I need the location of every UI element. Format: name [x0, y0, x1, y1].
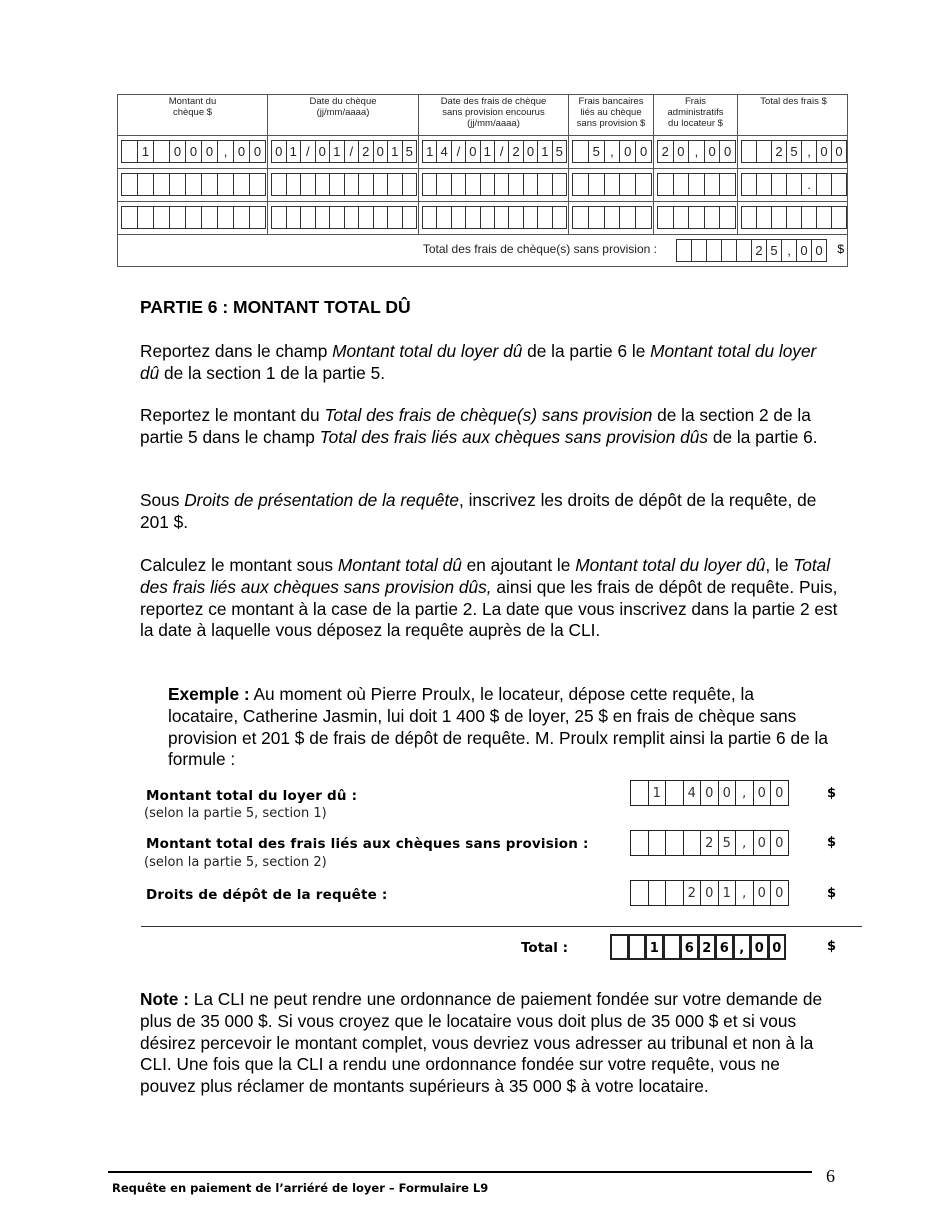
digit-box — [771, 173, 787, 196]
digit-box — [300, 206, 316, 229]
table-cell — [654, 168, 738, 201]
digit-box: 0 — [315, 140, 331, 163]
digit-box — [373, 206, 389, 229]
digit-box — [741, 173, 757, 196]
digit-box — [704, 206, 721, 229]
nsf-total-boxes — [630, 830, 788, 856]
digit-box — [185, 206, 202, 229]
digit-box — [771, 206, 787, 229]
digit-box — [801, 206, 817, 229]
digit-box — [201, 173, 218, 196]
digit-box — [719, 173, 736, 196]
digit-box — [402, 173, 418, 196]
digit-box — [523, 173, 538, 196]
digit-box: 0 — [673, 140, 690, 163]
table-cell — [268, 201, 419, 234]
table-cell — [118, 201, 268, 234]
digit-box — [665, 880, 684, 906]
digit-box — [741, 140, 757, 163]
header-admin-fees: Frais administratifs du locateur $ — [654, 95, 738, 135]
digit-box: , — [217, 140, 234, 163]
digit-box — [169, 206, 186, 229]
table-cell — [118, 168, 268, 201]
digit-box — [619, 206, 636, 229]
digit-box — [358, 206, 374, 229]
digit-box — [121, 173, 138, 196]
section-title: PARTIE 6 : MONTANT TOTAL DÛ — [140, 297, 411, 317]
digit-box: 0 — [271, 140, 287, 163]
grand-total-currency: $ — [827, 939, 837, 954]
digit-box — [271, 173, 287, 196]
digit-box: 0 — [233, 140, 250, 163]
digit-box — [630, 780, 649, 806]
digit-box — [480, 173, 495, 196]
header-total-fees: Total des frais $ — [760, 96, 827, 107]
digit-box — [451, 206, 466, 229]
digit-box: 0 — [185, 140, 202, 163]
digit-box — [665, 780, 684, 806]
digit-box — [663, 934, 682, 960]
digit-box — [422, 173, 437, 196]
digit-box — [201, 206, 218, 229]
digit-box: 5 — [786, 140, 802, 163]
fee-currency: $ — [827, 886, 837, 901]
digit-box — [185, 173, 202, 196]
digit-box — [217, 173, 234, 196]
digit-box — [572, 173, 589, 196]
page-number: 6 — [826, 1166, 835, 1186]
digit-box — [121, 206, 138, 229]
digit-box — [706, 239, 722, 262]
nsf-cheque-table — [117, 94, 848, 267]
digit-box — [315, 173, 331, 196]
digit-box: 0 — [373, 140, 389, 163]
digit-box: 0 — [753, 830, 772, 856]
digit-box: 1 — [137, 140, 154, 163]
digit-box — [831, 173, 847, 196]
digit-box — [451, 173, 466, 196]
digit-box — [387, 206, 403, 229]
table-cell — [569, 135, 654, 168]
table-total-boxes — [676, 239, 826, 262]
digit-box — [648, 880, 667, 906]
digit-box — [169, 173, 186, 196]
table-row — [118, 201, 847, 235]
table-total-currency: $ — [837, 242, 844, 256]
digit-box: 5 — [718, 830, 737, 856]
paragraph-rent-report: Reportez dans le champ Montant total du loyer dû de la partie 6 le Montant total du loyer dû de la section 1 de la partie 5. — [140, 341, 817, 383]
digit-box — [436, 206, 451, 229]
digit-box — [673, 173, 690, 196]
table-row — [118, 135, 847, 169]
digit-box: 0 — [619, 140, 636, 163]
digit-box — [153, 173, 170, 196]
digit-box: 1 — [480, 140, 495, 163]
digit-box — [816, 173, 832, 196]
digit-box — [786, 206, 802, 229]
digit-box — [628, 934, 647, 960]
table-cell — [738, 168, 849, 201]
digit-box — [508, 206, 523, 229]
nsf-currency: $ — [827, 835, 837, 850]
digit-box — [816, 206, 832, 229]
paragraph-total-calc: Calculez le montant sous Montant total dû en ajoutant le Montant total du loyer dû, le Total des frais liés aux chèques sans provision dûs, ainsi que les frais de dépôt de requête. Puis, reportez ce montant à la case de la partie 2. La date que vous inscrivez dans la partie 2 est la date à laquelle vous déposez la requête auprès de la CLI. — [140, 555, 838, 641]
digit-box: 1 — [387, 140, 403, 163]
digit-box: , — [735, 780, 754, 806]
digit-box: 5 — [552, 140, 567, 163]
digit-box — [786, 173, 802, 196]
digit-box: , — [604, 140, 621, 163]
digit-box — [552, 173, 567, 196]
digit-box — [137, 173, 154, 196]
grand-total-boxes — [610, 934, 785, 960]
digit-box: 0 — [201, 140, 218, 163]
table-cell — [738, 201, 849, 234]
digit-box: 0 — [750, 934, 769, 960]
digit-box — [465, 173, 480, 196]
digit-box: 0 — [719, 140, 736, 163]
digit-box: 0 — [523, 140, 538, 163]
rent-total-label: Montant total du loyer dû : — [146, 788, 358, 804]
digit-box: 0 — [811, 239, 827, 262]
digit-box: 5 — [766, 239, 782, 262]
digit-box: 2 — [700, 830, 719, 856]
grand-total-label: Total : — [521, 940, 568, 956]
digit-box: 1 — [645, 934, 664, 960]
table-cell — [569, 201, 654, 234]
header-cheque-date: Date du chèque (jj/mm/aaaa) — [268, 95, 419, 135]
digit-box — [537, 206, 552, 229]
digit-box — [494, 206, 509, 229]
table-total-row — [118, 234, 847, 267]
digit-box — [756, 140, 772, 163]
digit-box: 0 — [768, 934, 787, 960]
digit-box — [648, 830, 667, 856]
digit-box: 2 — [657, 140, 674, 163]
digit-box — [588, 173, 605, 196]
header-cheque-amount: Montant du chèque $ — [118, 95, 268, 135]
digit-box: 0 — [465, 140, 480, 163]
header-nsf-date: Date des frais de chèque sans provision encourus (jj/mm/aaaa) — [419, 95, 569, 135]
digit-box: 0 — [700, 780, 719, 806]
digit-box — [719, 206, 736, 229]
digit-box: 0 — [169, 140, 186, 163]
digit-box — [300, 173, 316, 196]
digit-box — [271, 206, 287, 229]
rent-total-sub: (selon la partie 5, section 1) — [144, 806, 327, 821]
digit-box — [233, 173, 250, 196]
digit-box — [630, 830, 649, 856]
nsf-total-label: Montant total des frais liés aux chèques sans provision : — [146, 836, 589, 852]
digit-box: 2 — [751, 239, 767, 262]
digit-box — [665, 830, 684, 856]
digit-box — [233, 206, 250, 229]
digit-box: 6 — [715, 934, 734, 960]
digit-box — [657, 206, 674, 229]
digit-box: 1 — [422, 140, 437, 163]
digit-box: 0 — [816, 140, 832, 163]
table-total-label: Total des frais de chèque(s) sans provision : — [422, 242, 657, 256]
digit-box — [121, 140, 138, 163]
digit-box — [704, 173, 721, 196]
digit-box: 5 — [588, 140, 605, 163]
digit-box — [465, 206, 480, 229]
digit-box: 1 — [537, 140, 552, 163]
table-cell — [569, 168, 654, 201]
digit-box — [604, 206, 621, 229]
digit-box — [344, 206, 360, 229]
digit-box: 0 — [831, 140, 847, 163]
table-row — [118, 168, 847, 202]
digit-box — [635, 206, 652, 229]
digit-box: , — [733, 934, 752, 960]
digit-box — [588, 206, 605, 229]
paragraph-note: Note : La CLI ne peut rendre une ordonnance de paiement fondée sur votre demande de plus de 35 000 $. Si vous croyez que le locataire vous doit plus de 35 000 $ et si vous désirez percevoir le montant complet, vous devriez vous adresser au tribunal et non à la CLI. Une fois que la CLI a rendu une ordonnance fondée sur votre requête, vous ne pouvez plus réclamer de montants supérieurs à 35 000 $ à votre locataire. — [140, 989, 823, 1097]
table-header-row — [118, 95, 847, 136]
digit-box — [153, 206, 170, 229]
digit-box — [387, 173, 403, 196]
digit-box — [691, 239, 707, 262]
digit-box: 0 — [796, 239, 812, 262]
digit-box — [572, 206, 589, 229]
digit-box — [741, 206, 757, 229]
digit-box: 0 — [249, 140, 266, 163]
digit-box: 0 — [770, 880, 789, 906]
digit-box: 2 — [358, 140, 374, 163]
digit-box — [610, 934, 629, 960]
digit-box — [286, 206, 302, 229]
digit-box — [721, 239, 737, 262]
digit-box — [373, 173, 389, 196]
footer-title: Requête en paiement de l’arriéré de loyer – Formulaire L9 — [112, 1181, 489, 1195]
digit-box — [572, 140, 589, 163]
table-cell — [419, 201, 569, 234]
footer-rule — [108, 1171, 812, 1173]
rent-currency: $ — [827, 786, 837, 801]
digit-box: 0 — [770, 830, 789, 856]
digit-box — [676, 239, 692, 262]
table-cell — [268, 168, 419, 201]
digit-box — [153, 140, 170, 163]
digit-box — [480, 206, 495, 229]
digit-box — [736, 239, 752, 262]
digit-box — [217, 206, 234, 229]
digit-box: 2 — [698, 934, 717, 960]
digit-box — [635, 173, 652, 196]
digit-box: 2 — [683, 880, 702, 906]
rent-total-boxes — [630, 780, 788, 806]
digit-box — [657, 173, 674, 196]
digit-box — [619, 173, 636, 196]
digit-box: . — [801, 173, 817, 196]
table-cell — [738, 135, 849, 168]
digit-box: 1 — [286, 140, 302, 163]
digit-box: , — [781, 239, 797, 262]
digit-box: 0 — [753, 780, 772, 806]
paragraph-example: Exemple : Au moment où Pierre Proulx, le locateur, dépose cette requête, la locataire, Catherine Jasmin, lui doit 1 400 $ de loyer, 25 $ en frais de chèque sans provision et 201 $ de frais de dépôt de requête. M. Proulx remplit ainsi la partie 6 de la formule : — [168, 684, 828, 770]
table-cell — [654, 135, 738, 168]
digit-box — [436, 173, 451, 196]
digit-box: 0 — [635, 140, 652, 163]
digit-box — [756, 173, 772, 196]
digit-box — [508, 173, 523, 196]
digit-box — [315, 206, 331, 229]
digit-box: / — [300, 140, 316, 163]
table-cell — [654, 201, 738, 234]
digit-box — [137, 206, 154, 229]
table-cell — [268, 135, 419, 168]
digit-box — [422, 206, 437, 229]
digit-box — [537, 173, 552, 196]
digit-box — [523, 206, 538, 229]
header-bank-fees: Frais bancaires liés au chèque sans provision $ — [569, 95, 654, 135]
table-cell — [419, 168, 569, 201]
digit-box — [249, 206, 266, 229]
digit-box: 1 — [648, 780, 667, 806]
digit-box: 0 — [704, 140, 721, 163]
digit-box: 0 — [700, 880, 719, 906]
table-cell — [419, 135, 569, 168]
total-divider — [141, 926, 862, 927]
digit-box — [249, 173, 266, 196]
digit-box — [552, 206, 567, 229]
digit-box — [358, 173, 374, 196]
digit-box: 2 — [508, 140, 523, 163]
digit-box: , — [688, 140, 705, 163]
digit-box: 1 — [329, 140, 345, 163]
nsf-total-sub: (selon la partie 5, section 2) — [144, 855, 327, 870]
digit-box: 4 — [436, 140, 451, 163]
digit-box: , — [735, 830, 754, 856]
digit-box: / — [451, 140, 466, 163]
digit-box — [831, 206, 847, 229]
digit-box: , — [801, 140, 817, 163]
digit-box — [683, 830, 702, 856]
digit-box — [329, 173, 345, 196]
filing-fee-label: Droits de dépôt de la requête : — [146, 887, 388, 903]
digit-box: 5 — [402, 140, 418, 163]
paragraph-filing-fee: Sous Droits de présentation de la requête, inscrivez les droits de dépôt de la requête, de 201 $. — [140, 490, 817, 532]
digit-box — [329, 206, 345, 229]
digit-box — [344, 173, 360, 196]
digit-box: 6 — [680, 934, 699, 960]
digit-box — [494, 173, 509, 196]
digit-box: 1 — [718, 880, 737, 906]
filing-fee-boxes — [630, 880, 788, 906]
digit-box: / — [494, 140, 509, 163]
digit-box — [630, 880, 649, 906]
table-cell — [118, 135, 268, 168]
digit-box: 0 — [718, 780, 737, 806]
paragraph-nsf-report: Reportez le montant du Total des frais de chèque(s) sans provision de la section 2 de la partie 5 dans le champ Total des frais liés aux chèques sans provision dûs de la partie 6. — [140, 405, 818, 447]
digit-box — [604, 173, 621, 196]
digit-box — [286, 173, 302, 196]
digit-box: , — [735, 880, 754, 906]
digit-box: 0 — [753, 880, 772, 906]
digit-box — [756, 206, 772, 229]
digit-box: 4 — [683, 780, 702, 806]
digit-box — [688, 206, 705, 229]
digit-box: 2 — [771, 140, 787, 163]
digit-box — [402, 206, 418, 229]
digit-box: / — [344, 140, 360, 163]
digit-box — [673, 206, 690, 229]
digit-box: 0 — [770, 780, 789, 806]
digit-box — [688, 173, 705, 196]
